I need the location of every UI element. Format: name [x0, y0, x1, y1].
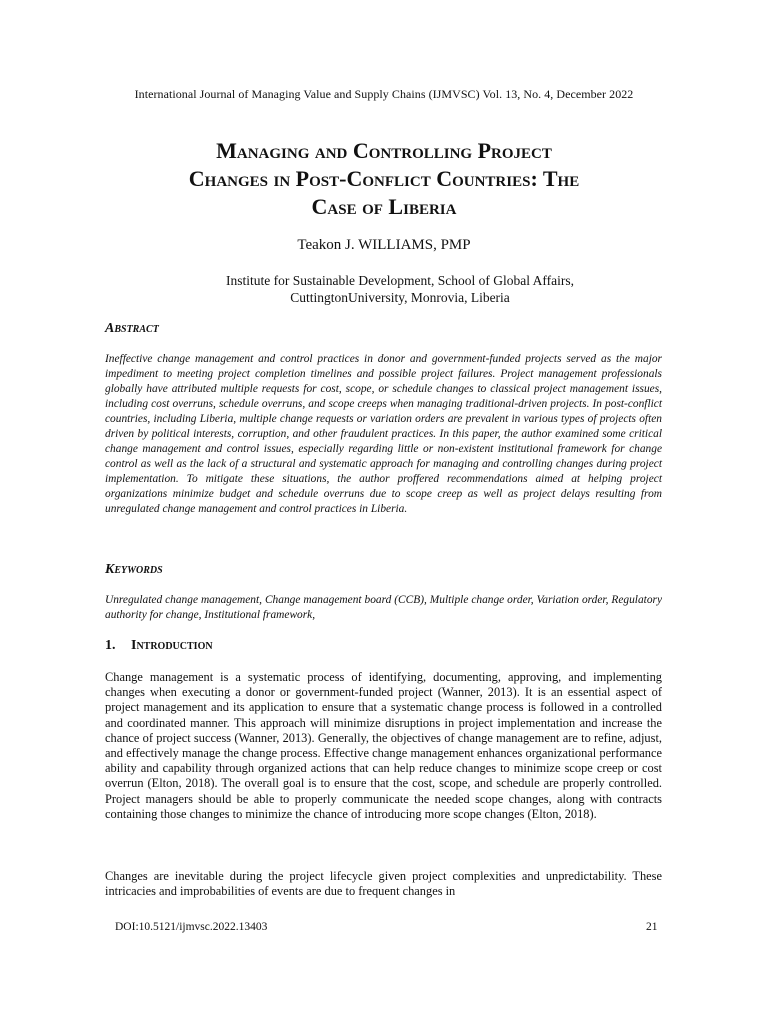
author-affiliation: [140, 272, 660, 306]
section-title: Introduction: [131, 638, 213, 653]
body-paragraph: Change management is a systematic process of identifying, documenting, approving, and implementing changes when executing a donor or government-funded project (Wanner, 2013). It is an essential aspect of project management and its application to ensure that a systematic change process is followed in a controlled and coordinated manner. This approach will minimize disruptions in project implementation and increase the chance of project success (Wanner, 2013). Generally, the objectives of change management are to refine, adjust, and effectively manage the change process. Effective change management enhances organizational performance ability and capability through organized actions that can help reduce changes to minimize scope creep or cost overrun (Elton, 2018). The overall goal is to ensure that the cost, scope, and schedule are properly controlled. Project managers should be able to properly communicate the needed scope changes, along with contracts containing those changes to minimize the chance of introducing more scope changes (Elton, 2018).: [105, 670, 662, 821]
affiliation-line: CuttingtonUniversity, Monrovia, Liberia: [290, 290, 510, 305]
title-line: Case of Liberia: [311, 194, 457, 219]
abstract-text: Ineffective change management and control practices in donor and government-funded projects served as the major impediment to meeting project completion timelines and possible project failures. Project management professionals globally have attributed multiple requests for cost, scope, or schedule changes to classical project management issues, including cost overruns, schedule overruns, and scope creeps when managing traditional-driven projects. In post-conflict countries, including Liberia, multiple change requests or variation orders are prevalent in various types of projects often driven by political interests, corruption, and other fraudulent practices. In this paper, the author examined some critical change management and control issues, especially regarding little or non-existent institutional framework for change control as well as the lack of a structural and systematic approach for managing and controlling changes during project implementation. To mitigate these situations, the author proffered recommendations aimed at helping project organizations minimize budget and schedule overruns due to scope creep as well as project delays resulting from unregulated change management and control practices in Liberia.: [105, 353, 662, 516]
body-paragraph: Changes are inevitable during the project lifecycle given project complexities and unpredictability. These intricacies and improbabilities of events are due to frequent changes in: [105, 869, 662, 899]
paper-title: [84, 137, 684, 221]
author-name: Teakon J. WILLIAMS, PMP: [297, 237, 471, 253]
section-number: 1.: [105, 638, 116, 653]
doi-footer: DOI:10.5121/ijmvsc.2022.13403: [115, 921, 268, 933]
keywords-text: Unregulated change management, Change management board (CCB), Multiple change order, Variation order, Regulatory authority for change, Institutional framework,: [105, 594, 662, 622]
running-head: International Journal of Managing Value and Supply Chains (IJMVSC) Vol. 13, No. 4, December 2022: [134, 87, 634, 101]
keywords-heading: Keywords: [105, 562, 163, 577]
introduction-heading: [105, 638, 213, 654]
title-line: Managing and Controlling Project: [216, 138, 552, 163]
abstract-heading: Abstract: [105, 321, 159, 336]
title-line: Changes in Post-Conflict Countries: The: [188, 166, 580, 191]
page-number: 21: [646, 921, 658, 933]
affiliation-line: Institute for Sustainable Development, School of Global Affairs,: [225, 273, 575, 288]
